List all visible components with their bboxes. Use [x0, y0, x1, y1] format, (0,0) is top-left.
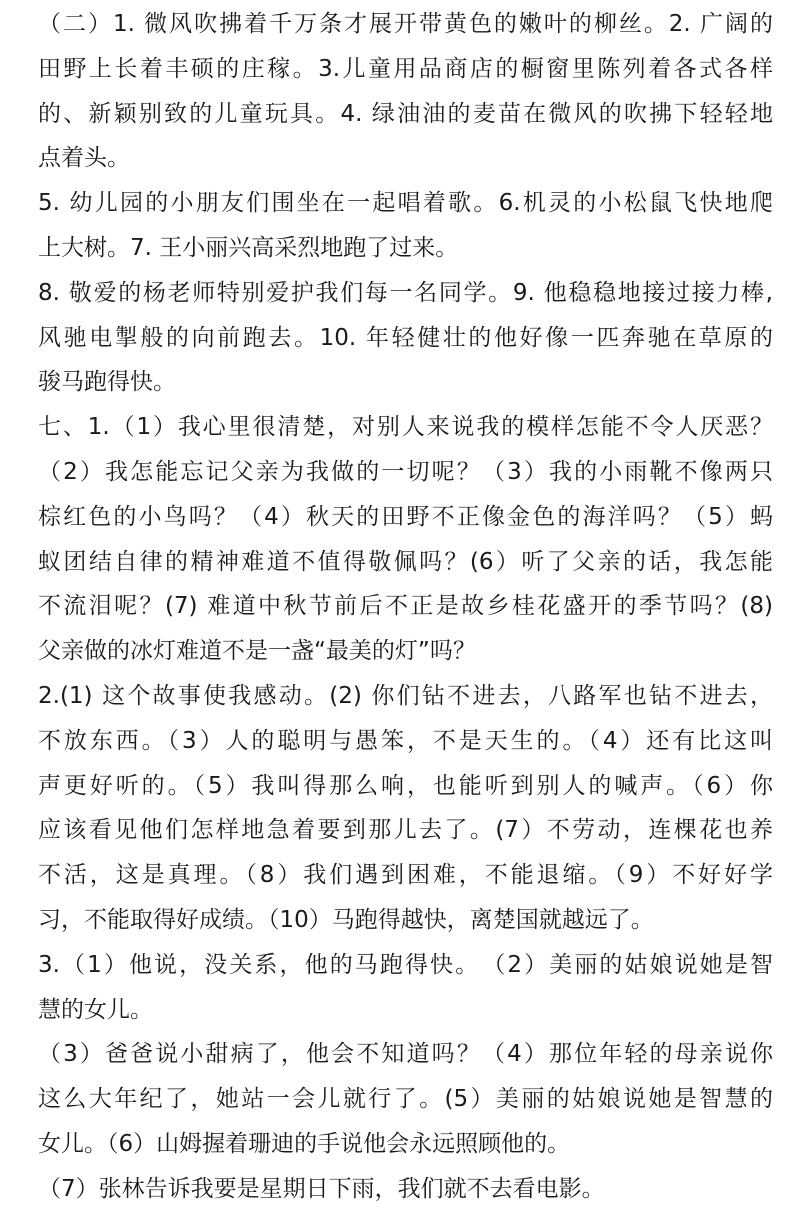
- text-line: 这么大年纪了，她站一会儿就行了。(5）美丽的姑娘说她是智慧的: [38, 1086, 773, 1113]
- text-line: 点着头。: [38, 145, 130, 172]
- text-line: 不放东西。（3）人的聪明与愚笨，不是天生的。（4）还有比这叫: [38, 727, 773, 754]
- text-line: （3）爸爸说小甜病了，他会不知道吗？（4）那位年轻的母亲说你: [38, 1041, 773, 1068]
- text-line: （二）1. 微风吹拂着千万条才展开带黄色的嫩叶的柳丝。2. 广阔的: [38, 11, 773, 37]
- text-line: 父亲做的冰灯难道不是一盏“最美的灯”吗？: [38, 638, 476, 665]
- text-line: 棕红色的小鸟吗？（4）秋天的田野不正像金色的海洋吗？（5）蚂: [38, 503, 773, 530]
- text-line: 的、新颖别致的儿童玩具。4. 绿油油的麦苗在微风的吹拂下轻轻地: [38, 100, 773, 127]
- text-line: 3.（1）他说，没关系，他的马跑得快。 （2）美丽的姑娘说她是智: [38, 951, 773, 978]
- text-line: 上大树。7. 王小丽兴高采烈地跑了过来。: [38, 234, 459, 261]
- text-line: 风驰电掣般的向前跑去。10. 年轻健壮的他好像一匹奔驰在草原的: [38, 324, 773, 351]
- text-line: 骏马跑得快。: [38, 369, 176, 396]
- text-line: 女儿。（6）山姆握着珊迪的手说他会永远照顾他的。: [38, 1130, 571, 1157]
- text-line: 不流泪呢？(7) 难道中秋节前后不正是故乡桂花盛开的季节吗？(8): [38, 593, 773, 620]
- text-line: 不活，这是真理。（8）我们遇到困难，不能退缩。（9）不好好学: [38, 862, 773, 889]
- text-line: 8. 敬爱的杨老师特别爱护我们每一名同学。9. 他稳稳地接过接力棒,: [38, 279, 773, 306]
- text-line: （7）张林告诉我要是星期日下雨，我们就不去看电影。: [38, 1175, 605, 1202]
- text-line: 2.(1) 这个故事使我感动。(2) 你们钻不进去，八路军也钻不进去，: [38, 682, 773, 709]
- text-line: 慧的女儿。: [38, 996, 153, 1023]
- text-line: 习，不能取得好成绩。（10）马跑得越快，离楚国就越远了。: [38, 906, 654, 933]
- text-line: 5. 幼儿园的小朋友们围坐在一起唱着歌。6.机灵的小松鼠飞快地爬: [38, 190, 773, 217]
- text-line: 应该看见他们怎样地急着要到那儿去了。(7）不劳动，连棵花也养: [38, 817, 773, 844]
- text-line: 七、1.（1）我心里很清楚，对别人来说我的模样怎能不令人厌恶？: [38, 414, 773, 441]
- answer-document: [38, 2, 773, 1212]
- text-line: 田野上长着丰硕的庄稼。3.儿童用品商店的橱窗里陈列着各式各样: [38, 55, 773, 82]
- text-line: （2）我怎能忘记父亲为我做的一切呢？（3）我的小雨靴不像两只: [38, 458, 773, 485]
- text-line: 声更好听的。（5）我叫得那么响，也能听到别人的喊声。（6）你: [38, 772, 773, 799]
- text-line: 蚁团结自律的精神难道不值得敬佩吗？(6）听了父亲的话，我怎能: [38, 548, 773, 575]
